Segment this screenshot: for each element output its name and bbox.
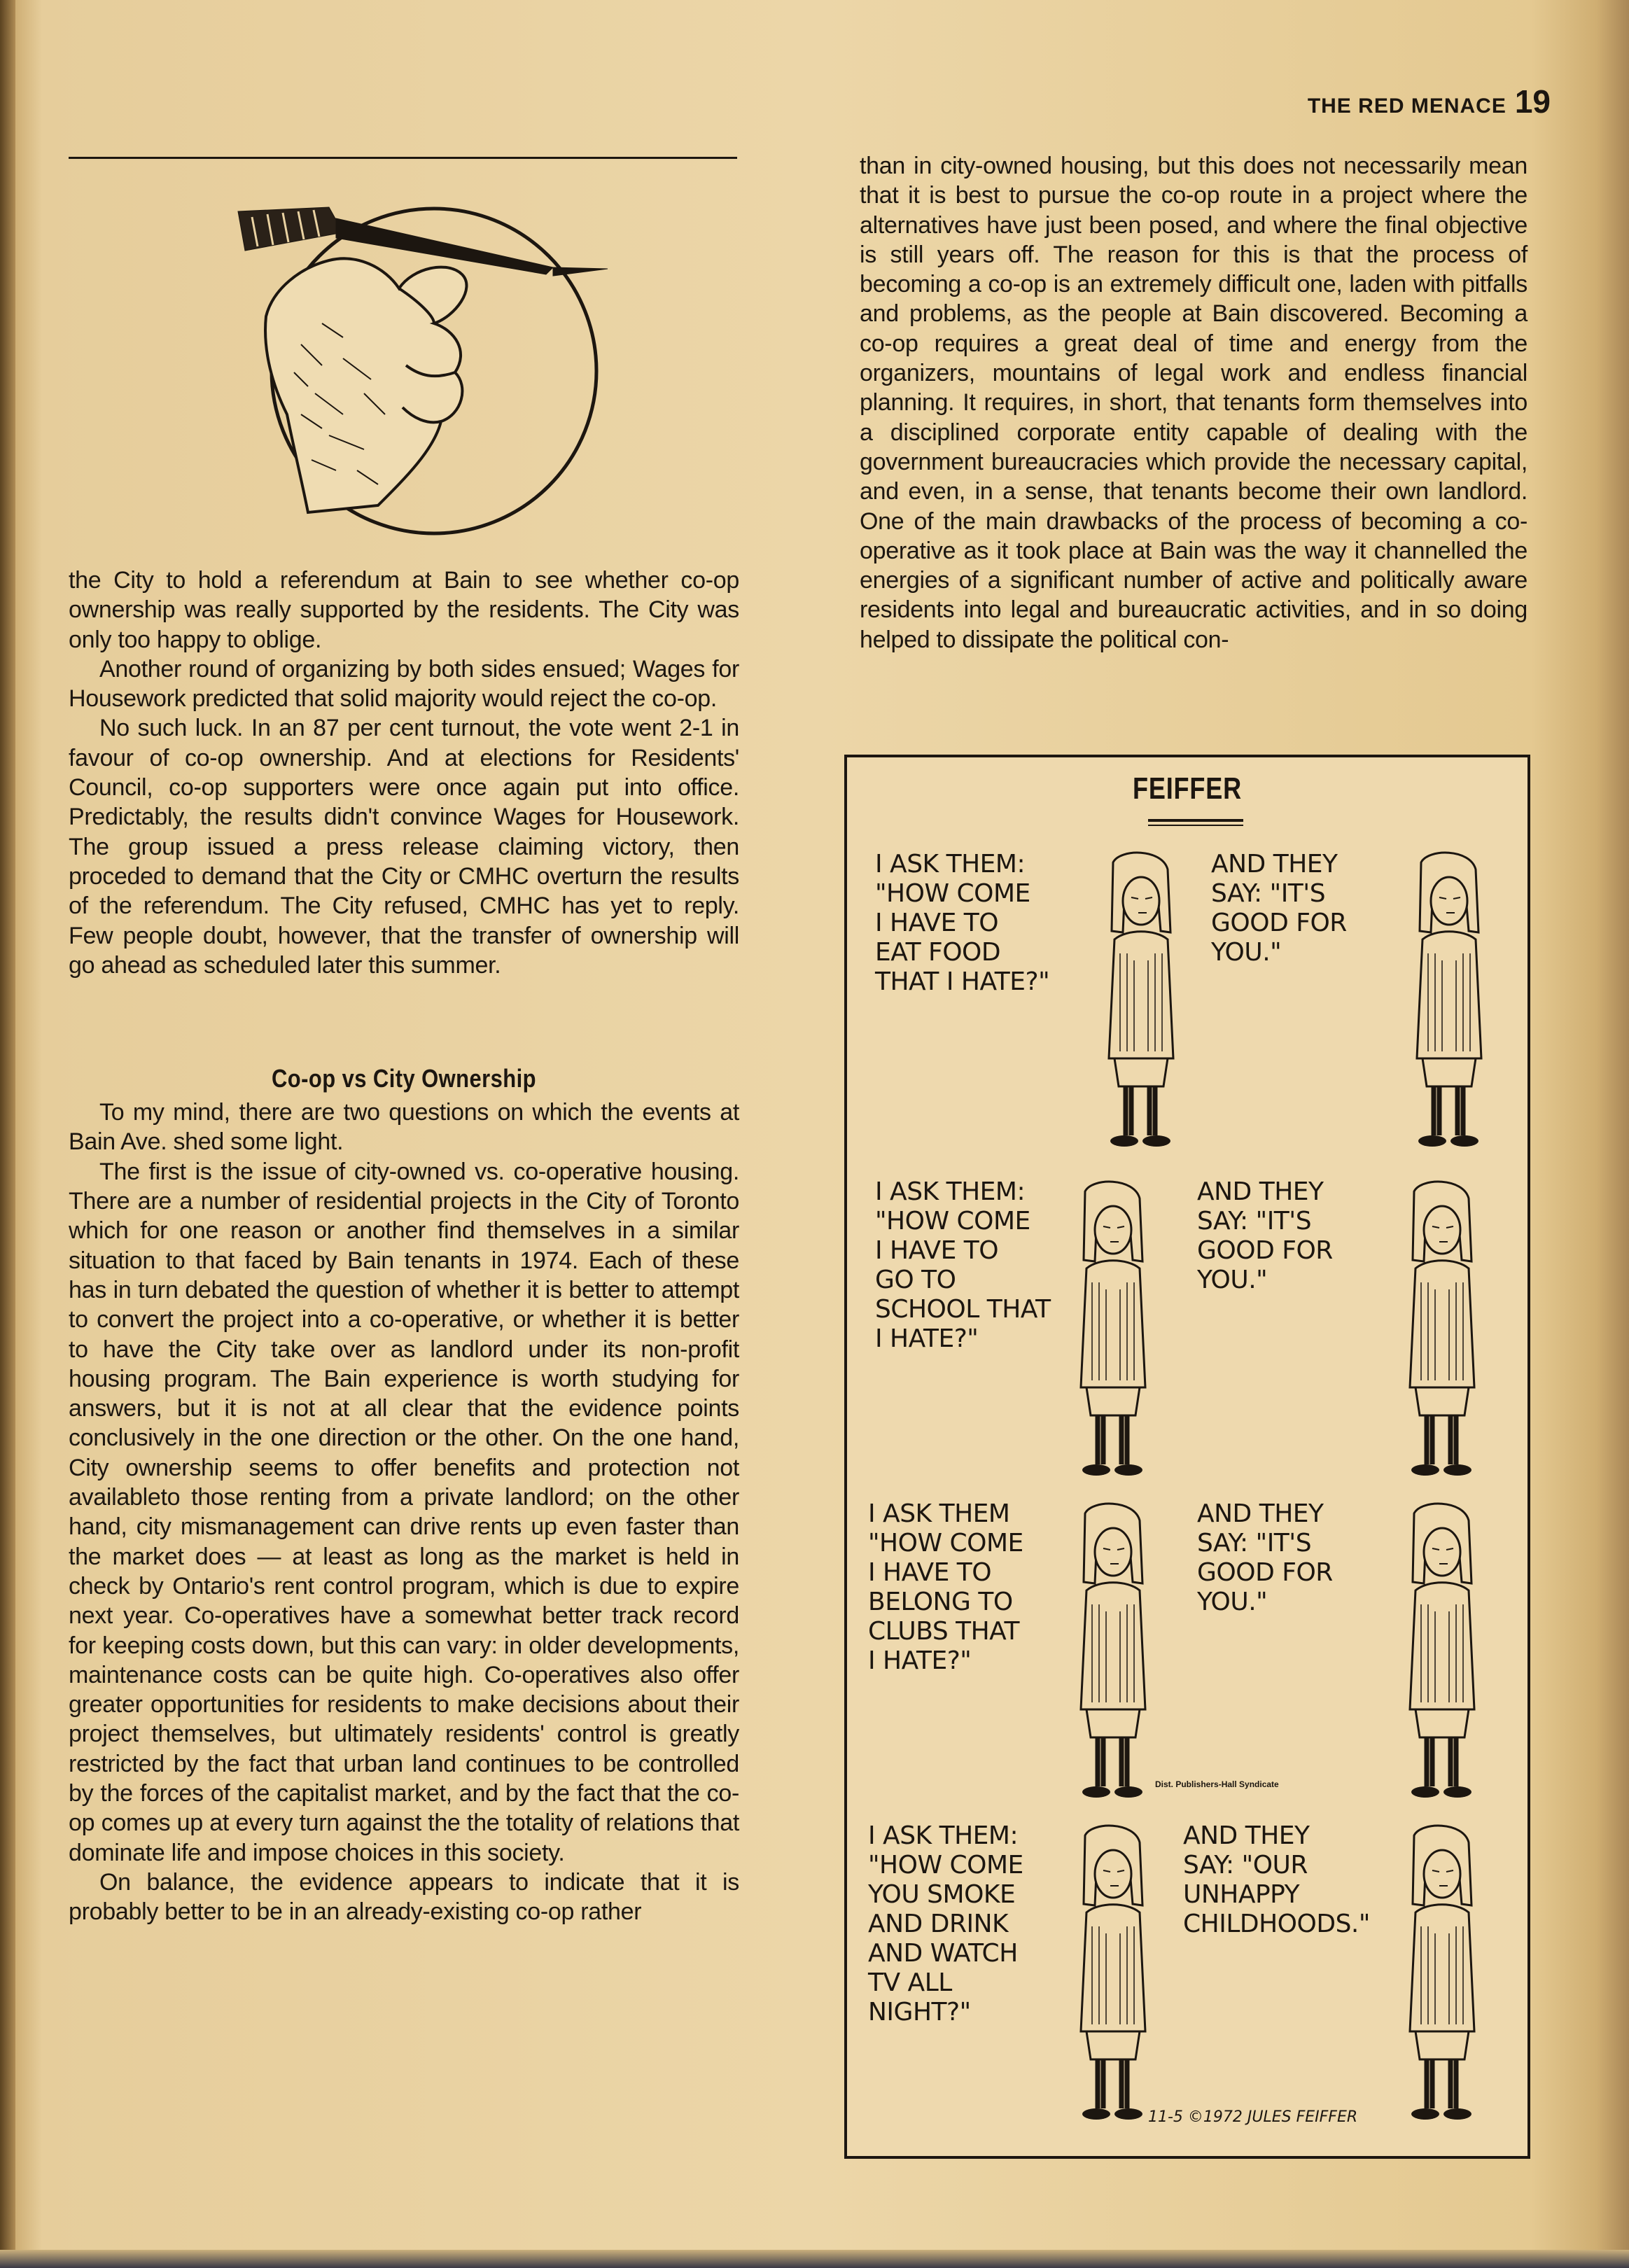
girl-figure-icon xyxy=(1386,1499,1498,1807)
paragraph: No such luck. In an 87 per cent turnout, the vote went 2-1 in favour of co-op ownership. And at elections for Residents' Council, co-op supporters were once again put into office. Predictably, the results didn't convince Wages for Housework. The group issued a press release claiming victory, then proceded to demand that the City or CMHC overturn the results of the referendum. The City refused, CMHC has yet to reply. Few people doubt, however, that the transfer of ownership will go ahead as scheduled later this summer. xyxy=(69,715,739,979)
dart-icon xyxy=(238,207,608,276)
left-column xyxy=(69,566,739,1926)
girl-figure-icon xyxy=(1057,1499,1169,1807)
girl-figure-icon xyxy=(1057,1821,1169,2129)
speech-question-2: I ASK THEM: "HOW COME I HAVE TO GO TO SCHOOL THAT I HATE?" xyxy=(875,1177,1051,1353)
syndicate-credit: Dist. Publishers-Hall Syndicate xyxy=(1155,1779,1279,1789)
title-underline xyxy=(1148,825,1243,826)
paragraph: To my mind, there are two questions on which the events at Bain Ave. shed some light. xyxy=(69,1099,739,1156)
paragraph: than in city-owned housing, but this does not necessarily mean that it is best to pursue the co-op route in a project where the alternatives have just been posed, and where the final objective is still years off. The reason for this is that the process of becoming a co-op is an extremely difficult one, laden with pitfalls and problems, as the people at Bain discovered. Becoming a co-op requires a great deal of time and energy from the organizers, mountains of legal work and endless financial planning. It requires, in short, that tenants form themselves into a disciplined corporate entity capable of dealing with the government bureaucracies which provide the necessary capital, and even, in a sense, that tenants become their own landlord. One of the main drawbacks of the process of becoming a co-operative as it took place at Bain was the way it channelled the energies of a significant number of active and politically aware residents into legal and bureaucratic activities, and in so doing helped to dissipate the political con- xyxy=(860,153,1527,653)
hand-icon xyxy=(265,258,466,512)
dart-hand-illustration xyxy=(224,183,616,540)
page-bottom-edge xyxy=(0,2250,1629,2268)
speech-question-1: I ASK THEM: "HOW COME I HAVE TO EAT FOOD THAT I HATE?" xyxy=(875,850,1050,996)
publication-name: THE RED MENACE xyxy=(1307,94,1506,118)
comic-title: FEIFFER xyxy=(1132,771,1243,806)
paragraph: the City to hold a referendum at Bain to see whether co-op ownership was really supported by the residents. The City was only too happy to oblige. xyxy=(69,567,739,653)
paragraph: The first is the issue of city-owned vs. co-operative housing. There are a number of residential projects in the City of Toronto which for one reason or another find themselves in a similar situation to that faced by Bain tenants in 1974. Each of these has in turn debated the question of whether it is better to attempt to convert the project into a co-operative, or whether it is better to have the City take over as landlord under its non-profit housing program. The Bain experience is worth studying for answers, but it is not at all clear that the evidence points conclusively in the one direction or the other. On the one hand, City ownership seems to offer benefits and protection not availableto those renting from a private landlord; on the other hand, city mismanagement can drive rents up even faster than the market does — at least as long as the market is held in check by Ontario's rent control program, which is due to expire next year. Co-operatives have a somewhat better track record for keeping costs down, but this can vary: in older developments, maintenance costs can be quite high. Co-operatives also offer greater opportunities for residents to make decisions about their project themselves, but ultimately residents' control is greatly restricted by the fact that urban land continues to be controlled by the forces of the capitalist market, and by the fact that the co-op comes up at every turn against the the totality of relations that dominate life and impose choices in this society. xyxy=(69,1158,739,1866)
girl-figure-icon xyxy=(1085,848,1197,1156)
section-rule xyxy=(69,157,737,159)
running-head xyxy=(1308,83,1551,120)
paragraph: On balance, the evidence appears to indicate that it is probably better to be in an already-existing co-op rather xyxy=(69,1868,739,1926)
artist-signature: 11-5 ©1972 JULES FEIFFER xyxy=(1148,2108,1358,2126)
speech-answer-3: AND THEY SAY: "IT'S GOOD FOR YOU." xyxy=(1197,1499,1333,1616)
right-column xyxy=(860,151,1527,654)
girl-figure-icon xyxy=(1386,1821,1498,2129)
girl-figure-icon xyxy=(1386,1177,1498,1485)
speech-answer-1: AND THEY SAY: "IT'S GOOD FOR YOU." xyxy=(1211,850,1347,967)
feiffer-comic xyxy=(844,755,1530,2159)
speech-question-3: I ASK THEM "HOW COME I HAVE TO BELONG TO CLUBS THAT I HATE?" xyxy=(868,1499,1023,1675)
paragraph: Another round of organizing by both sides ensued; Wages for Housework predicted that solid majority would reject the co-op. xyxy=(69,655,739,713)
girl-figure-icon xyxy=(1393,848,1505,1156)
binding-shadow xyxy=(0,0,15,2268)
section-heading: Co-op vs City Ownership xyxy=(271,1064,536,1093)
page-number: 19 xyxy=(1514,83,1551,120)
speech-question-4: I ASK THEM: "HOW COME YOU SMOKE AND DRINK AND WATCH TV ALL NIGHT?" xyxy=(868,1821,1023,2026)
girl-figure-icon xyxy=(1057,1177,1169,1485)
title-underline xyxy=(1148,819,1243,822)
speech-answer-2: AND THEY SAY: "IT'S GOOD FOR YOU." xyxy=(1197,1177,1333,1294)
speech-answer-4: AND THEY SAY: "OUR UNHAPPY CHILDHOODS." xyxy=(1183,1821,1370,1938)
